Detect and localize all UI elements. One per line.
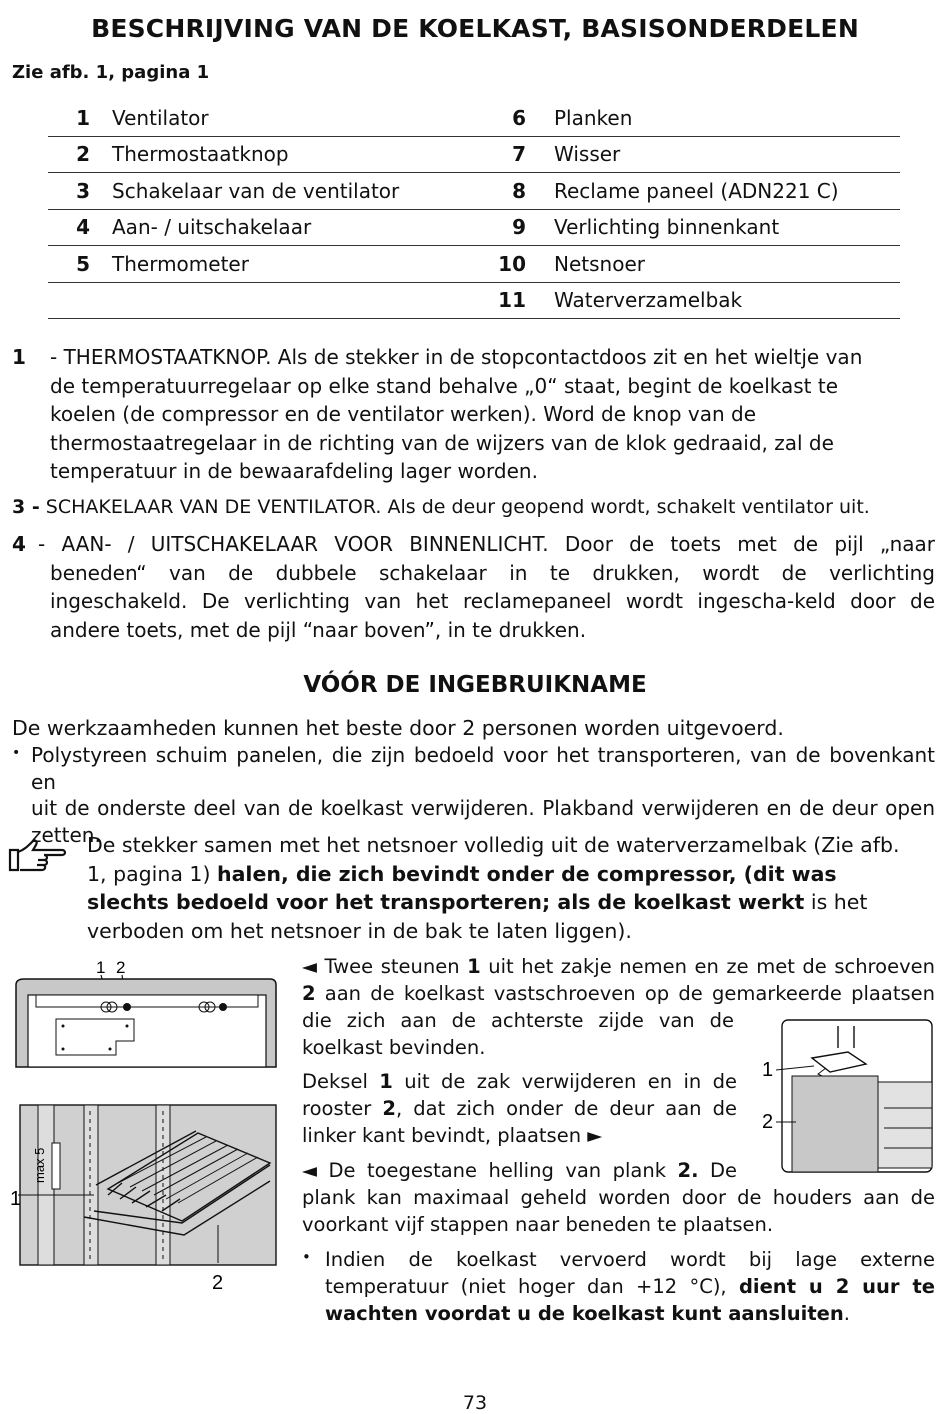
bullet1-text: Polystyreen schuim panelen, die zijn bedoeld voor het transporteren, van de bovenkant en uit de onderste deel van de koelkast verwijderen. Plakband verwijderen en de deur open zetten. bbox=[31, 743, 935, 847]
item4-line: andere toets, met de pijl “naar boven”, in te drukken. bbox=[50, 617, 587, 642]
transport-text: Indien de koelkast vervoerd wordt bij lage externe temperatuur (niet hoger dan +12 °C), dient u 2 uur te wachten voordat u de koelkast kunt aansluiten. bbox=[325, 1248, 935, 1325]
parts-row bbox=[48, 173, 900, 210]
part-number: 1 bbox=[76, 105, 90, 130]
part-label: Netsnoer bbox=[554, 251, 645, 276]
shelf-text: ◄ De toegestane helling van plank 2. De plank kan maximaal geheld worden door de houders aan de voorkant vijf stappen naar beneden te plaatsen. bbox=[302, 1159, 935, 1236]
item1-line: de temperatuurregelaar op elke stand behalve „0“ staat, begint de koelkast te bbox=[50, 373, 839, 398]
part-number: 4 bbox=[76, 215, 90, 240]
part-label: Reclame paneel (ADN221 C) bbox=[554, 178, 839, 203]
item3 bbox=[12, 493, 942, 522]
part-label: Thermometer bbox=[112, 251, 249, 276]
parts-row bbox=[48, 246, 900, 283]
figure-label: 1 bbox=[762, 1059, 774, 1081]
cover-text: Deksel 1 uit de zak verwijderen en in de rooster 2, dat zich onder de deur aan de linker kant bevindt, plaatsen ► bbox=[302, 1070, 737, 1147]
part-number: 11 bbox=[498, 288, 526, 313]
part-label: Ventilator bbox=[112, 105, 209, 130]
intro-text: De werkzaamheden kunnen het beste door 2 personen worden uitgevoerd. bbox=[12, 716, 784, 740]
figure-label: 1 bbox=[10, 1188, 22, 1210]
max-label: max 5 bbox=[32, 1147, 47, 1183]
note-text: De stekker samen met het netsnoer volledig uit de waterverzamelbak (Zie afb. 1, pagina 1) halen, die zich bevindt onder de compressor, (dit was slechts bedoeld voor het transporteren; als de koelkast werkt is het verboden om het netsnoer in de bak te laten liggen). bbox=[87, 833, 900, 943]
page-title: BESCHRIJVING VAN DE KOELKAST, BASISONDERDELEN bbox=[91, 14, 859, 43]
part-label: Wisser bbox=[554, 142, 621, 167]
shelf-figure bbox=[8, 1103, 280, 1293]
transport-bullet: • bbox=[302, 1248, 311, 1266]
item1-text bbox=[50, 343, 940, 486]
item1-line: koelen (de compressor en de ventilator werken). Word de knop van de bbox=[50, 402, 757, 427]
item1-line: thermostaatregelaar in de richting van de wijzers van de klok gedraaid, zal de bbox=[50, 430, 834, 455]
fridge-back-figure bbox=[12, 955, 278, 1075]
part-number: 2 bbox=[76, 142, 90, 167]
item3-text: SCHAKELAAR VAN DE VENTILATOR. Als de deur geopend wordt, schakelt ventilator uit. bbox=[45, 496, 870, 518]
part-number: 5 bbox=[76, 251, 90, 276]
item4-line: ingeschakeld. De verlichting van het reclamepaneel wordt ingescha-keld door de bbox=[50, 589, 935, 614]
figure-label: 2 bbox=[762, 1111, 774, 1133]
parts-row bbox=[48, 209, 900, 246]
parts-row bbox=[48, 100, 900, 136]
item1-line: - THERMOSTAATKNOP. Als de stekker in de stopcontactdoos zit en het wieltje van bbox=[50, 345, 863, 369]
figure-label: 1 bbox=[96, 958, 106, 977]
part-number: 8 bbox=[512, 178, 526, 203]
parts-row bbox=[48, 136, 900, 173]
item1-number: 1 bbox=[12, 345, 26, 369]
item4-line: - AAN- / UITSCHAKELAAR VOOR BINNENLICHT. Door de toets met de pijl „naar bbox=[38, 532, 935, 556]
part-number: 7 bbox=[512, 142, 526, 167]
page-number: 73 bbox=[462, 1392, 488, 1414]
parts-table bbox=[48, 100, 900, 319]
part-number bbox=[48, 282, 112, 319]
item3-number: 3 - bbox=[12, 496, 40, 518]
figure-label: 2 bbox=[212, 1272, 224, 1293]
item4-line: beneden“ van de dubbele schakelaar in te drukken, wordt de verlichting bbox=[50, 560, 935, 585]
figure-label: 2 bbox=[116, 958, 126, 977]
part-label: Verlichting binnenkant bbox=[554, 215, 780, 240]
parts-row bbox=[48, 282, 900, 319]
part-label bbox=[112, 282, 482, 319]
part-label: Aan- / uitschakelaar bbox=[112, 215, 312, 240]
item4-text bbox=[38, 530, 935, 644]
section-title: VÓÓR DE INGEBRUIKNAME bbox=[303, 672, 647, 698]
part-label: Thermostaatknop bbox=[112, 142, 289, 167]
part-label: Planken bbox=[554, 105, 633, 130]
item1-line: temperatuur in de bewaarafdeling lager worden. bbox=[50, 459, 538, 484]
bullet1-mark: • bbox=[12, 745, 21, 761]
part-label: Schakelaar van de ventilator bbox=[112, 178, 400, 203]
part-label: Waterverzamelbak bbox=[554, 288, 743, 313]
part-number: 10 bbox=[498, 251, 526, 276]
part-number: 3 bbox=[76, 178, 90, 203]
part-number: 6 bbox=[512, 105, 526, 130]
figure-reference: Zie afb. 1, pagina 1 bbox=[12, 62, 210, 83]
item4-number: 4 bbox=[12, 532, 26, 556]
pointing-hand-icon bbox=[8, 838, 68, 874]
part-number: 9 bbox=[512, 215, 526, 240]
supports-text: ◄ Twee steunen 1 uit het zakje nemen en ze met de schroeven 2 aan de koelkast vastschroeven op de gemarkeerde plaatsen die zich aan de achterste zijde van de koelkast bevinden. bbox=[302, 955, 935, 1059]
